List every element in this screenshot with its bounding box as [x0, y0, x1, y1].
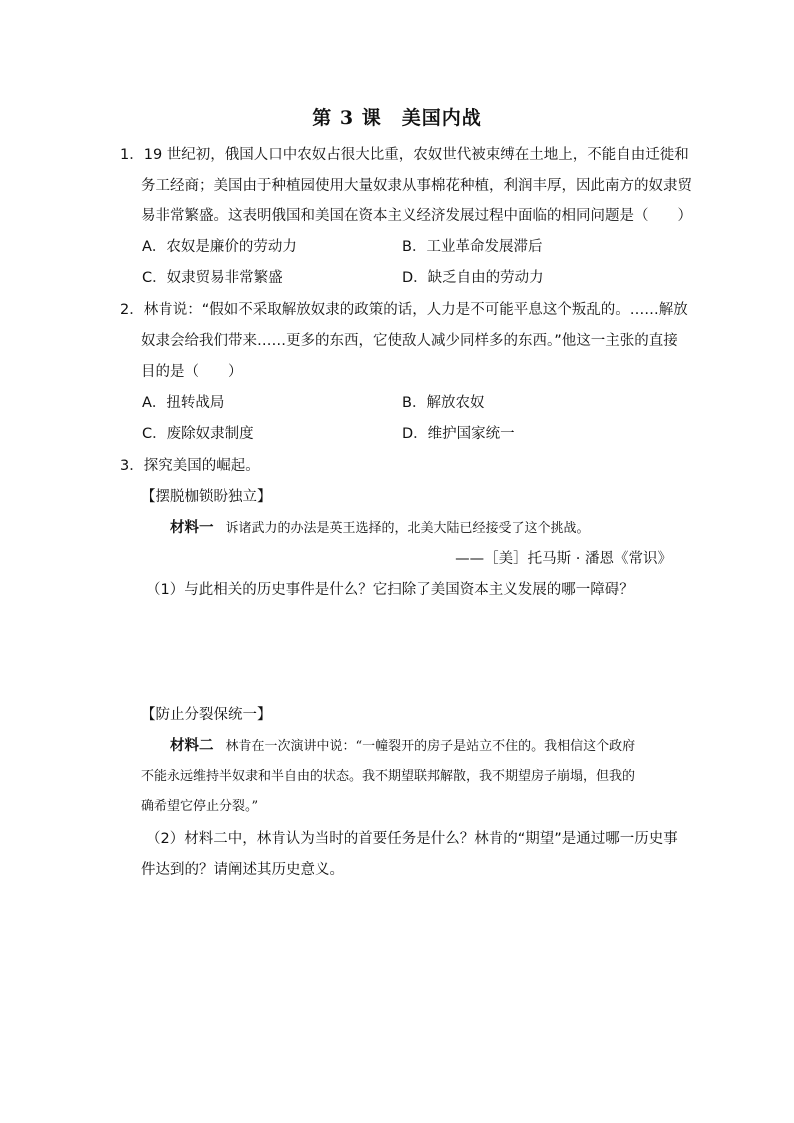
q2-option-c: C．废除奴隶制度: [142, 426, 254, 442]
material-2-text-line-1: 林肯在一次演讲中说：“一幢裂开的房子是站立不住的。我相信这个政府: [225, 739, 636, 754]
sub-question-2-line-1: （2）材料二中，林肯认为当时的首要任务是什么？林肯的“期望”是通过哪一历史事: [146, 831, 678, 847]
q3-intro: 3．探究美国的崛起。: [120, 458, 260, 474]
q1-option-a: A．农奴是廉价的劳动力: [142, 239, 297, 255]
material-2-text-line-2: 不能永远维持半奴隶和半自由的状态。我不期望联邦解散，我不期望房子崩塌，但我的: [141, 769, 636, 784]
material-1: [170, 518, 590, 539]
sub-question-2-line-2: 件达到的？请阐述其历史意义。: [141, 862, 344, 878]
section-heading-independence: 【摆脱枷锁盼独立】: [141, 489, 272, 505]
q2-line-3: 目的是（ ）: [141, 364, 243, 380]
page-title: 第 3 课 美国内战: [312, 107, 482, 129]
q1-option-b: B．工业革命发展滞后: [402, 239, 543, 255]
q2-option-b: B．解放农奴: [402, 395, 485, 411]
material-1-text: 诉诸武力的办法是英王选择的，北美大陆已经接受了这个挑战。: [225, 521, 590, 536]
material-1-label: 材料一: [170, 520, 214, 536]
q1-option-c: C．奴隶贸易非常繁盛: [142, 270, 283, 286]
q1-line-2: 务工经商；美国由于种植园使用大量奴隶从事棉花种植，利润丰厚，因此南方的奴隶贸: [141, 178, 692, 194]
q1-option-d: D．缺乏自由的劳动力: [402, 270, 544, 286]
q1-line-3: 易非常繁盛。这表明俄国和美国在资本主义经济发展过程中面临的相同问题是（ ）: [141, 208, 692, 224]
material-2: [170, 736, 635, 757]
material-2-label: 材料二: [170, 738, 214, 754]
sub-question-1: （1）与此相关的历史事件是什么？它扫除了美国资本主义发展的哪一障碍？: [146, 582, 634, 598]
q2-option-d: D．维护国家统一: [402, 426, 515, 442]
material-2-text-line-3: 确希望它停止分裂。”: [141, 799, 259, 814]
material-1-source: ——［美］托马斯 · 潘恩《常识》: [455, 551, 672, 567]
section-heading-unity: 【防止分裂保统一】: [141, 707, 272, 723]
q2-line-1: 2．林肯说：“假如不采取解放奴隶的政策的话，人力是不可能平息这个叛乱的。……解放: [120, 302, 688, 318]
q1-line-1: 1．19 世纪初，俄国人口中农奴占很大比重，农奴世代被束缚在土地上，不能自由迁徙和: [120, 147, 689, 163]
q2-option-a: A．扭转战局: [142, 395, 225, 411]
q2-line-2: 奴隶会给我们带来……更多的东西，它使敌人减少同样多的东西。”他这一主张的直接: [141, 333, 678, 349]
